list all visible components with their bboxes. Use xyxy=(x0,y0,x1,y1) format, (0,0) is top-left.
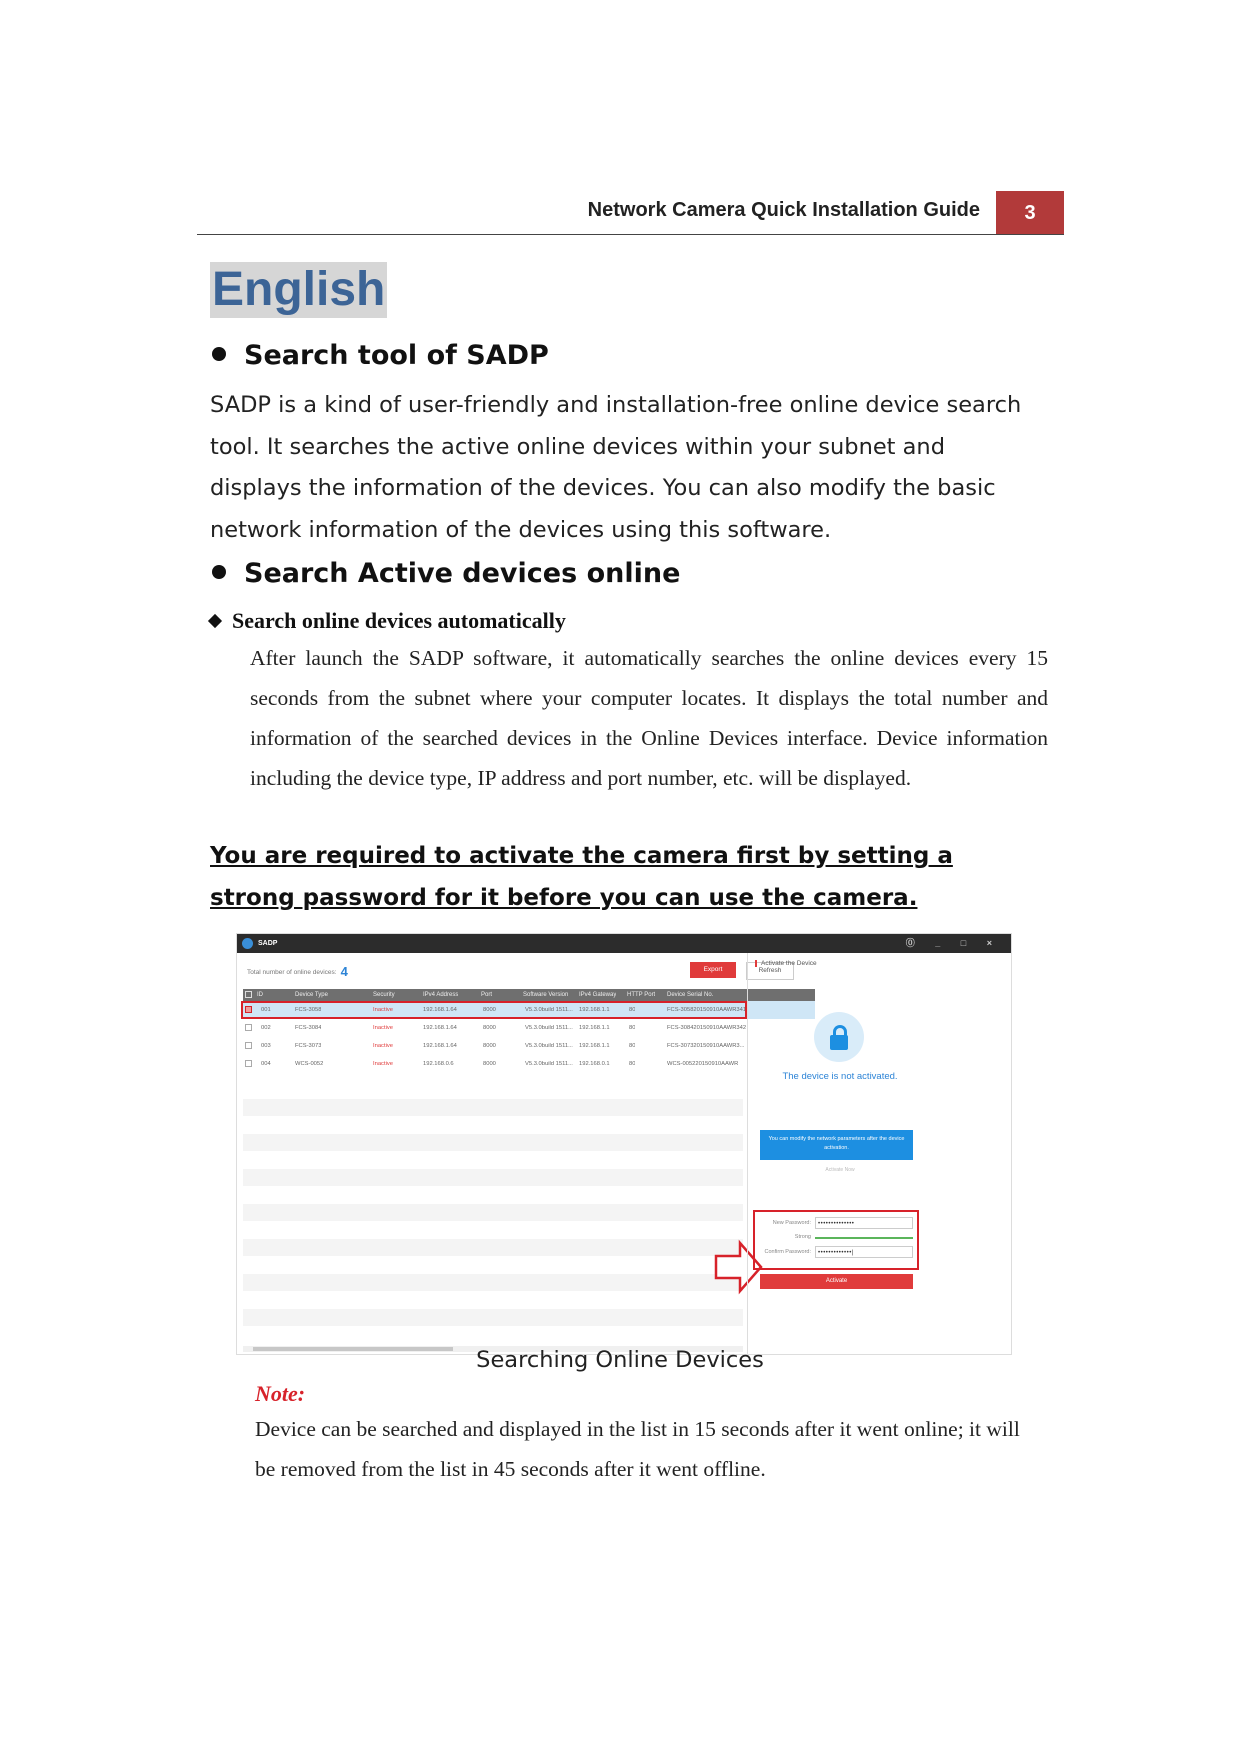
diamond-bullet-icon xyxy=(208,614,222,628)
total-devices-count: 4 xyxy=(340,964,348,979)
row-security: Inactive xyxy=(373,1043,393,1049)
panel-divider xyxy=(747,953,748,1354)
activate-button[interactable]: Activate xyxy=(760,1274,913,1289)
password-strength-bar xyxy=(815,1237,913,1239)
row-port: 8000 xyxy=(483,1025,496,1031)
row-version: V5.3.0build 1511... xyxy=(525,1043,573,1049)
table-row[interactable] xyxy=(243,1037,815,1055)
new-password-input[interactable]: •••••••••••••• xyxy=(815,1217,913,1229)
row-serial: FCS-307320150910AAWR3... xyxy=(667,1043,745,1049)
row-port: 8000 xyxy=(483,1061,496,1067)
sadp-logo-icon xyxy=(242,938,253,949)
activate-panel-title: Activate the Device xyxy=(755,960,817,967)
row-gateway: 192.168.0.1 xyxy=(579,1061,610,1067)
subheading-auto-search-text: Search online devices automatically xyxy=(232,608,566,633)
sadp-app-name: SADP xyxy=(258,940,278,947)
row-gateway: 192.168.1.1 xyxy=(579,1007,610,1013)
row-security: Inactive xyxy=(373,1025,393,1031)
row-id: 003 xyxy=(261,1043,271,1049)
row-ip: 192.168.0.6 xyxy=(423,1061,454,1067)
total-devices xyxy=(247,962,348,977)
total-devices-label: Total number of online devices: xyxy=(247,969,337,976)
row-id: 004 xyxy=(261,1061,271,1067)
empty-row xyxy=(243,1099,743,1116)
figure-caption: Searching Online Devices xyxy=(476,1347,764,1373)
sadp-description: SADP is a kind of user-friendly and installation-free online device search tool. It searches the active online devices within your subnet and displays the information of the devices. You can also modify the basic network information of the devices using this software. xyxy=(210,392,1022,543)
row-device-type: FCS-3084 xyxy=(295,1025,322,1031)
row-checkbox[interactable] xyxy=(245,1042,252,1049)
col-software-version[interactable]: Software Version xyxy=(523,992,569,998)
lock-icon xyxy=(814,1012,864,1062)
auto-search-description: After launch the SADP software, it automatically searches the online devices every 15 seconds from the subnet where your computer locates. It displays the total number and information of the searched devices in the Online Devices interface. Device information including the device type, IP address and port number, etc. will be displayed. xyxy=(250,646,1048,790)
row-security: Inactive xyxy=(373,1061,393,1067)
empty-row xyxy=(243,1309,743,1326)
activation-tooltip-sub: Activate Now xyxy=(825,1167,855,1173)
document-header-title: Network Camera Quick Installation Guide xyxy=(587,199,980,221)
row-device-type: WCS-0052 xyxy=(295,1061,324,1067)
section-heading-sadp-text: Search tool of SADP xyxy=(244,340,549,371)
sadp-titlebar xyxy=(237,934,1011,953)
col-ipv4-gateway[interactable]: IPv4 Gateway xyxy=(579,992,617,998)
row-version: V5.3.0build 1511... xyxy=(525,1061,573,1067)
sadp-screenshot xyxy=(236,933,1012,1355)
table-row[interactable] xyxy=(243,1055,815,1073)
empty-row xyxy=(243,1169,743,1186)
activation-tooltip: You can modify the network parameters after the device activation. xyxy=(760,1130,913,1160)
col-http-port[interactable]: HTTP Port xyxy=(627,992,656,998)
section-heading-search-active-text: Search Active devices online xyxy=(244,558,681,589)
select-all-checkbox[interactable] xyxy=(245,991,252,998)
row-port: 8000 xyxy=(483,1043,496,1049)
row-device-type: FCS-3073 xyxy=(295,1043,322,1049)
col-security[interactable]: Security xyxy=(373,992,395,998)
selected-row-highlight xyxy=(241,1001,747,1019)
row-serial: WCS-005220150910AAWR xyxy=(667,1061,739,1067)
bullet-icon xyxy=(212,565,226,579)
row-ip: 192.168.1.64 xyxy=(423,1007,457,1013)
row-checkbox[interactable] xyxy=(245,1060,252,1067)
refresh-button[interactable]: Refresh xyxy=(746,962,794,980)
page-number-badge: 3 xyxy=(996,191,1064,235)
col-ipv4-address[interactable]: IPv4 Address xyxy=(423,992,459,998)
row-id: 002 xyxy=(261,1025,271,1031)
empty-row xyxy=(243,1204,743,1221)
row-id: 001 xyxy=(261,1007,271,1013)
window-controls[interactable]: ⓪ _ □ × xyxy=(905,938,1001,948)
empty-row xyxy=(243,1274,743,1291)
not-activated-message: The device is not activated. xyxy=(782,1071,898,1082)
confirm-password-input[interactable]: •••••••••••••| xyxy=(815,1246,913,1258)
row-http-port: 80 xyxy=(629,1007,636,1013)
activation-warning: You are required to activate the camera first by setting a strong password for it before you can use the camera. xyxy=(210,843,953,911)
device-table-header xyxy=(243,989,815,1001)
language-heading: English xyxy=(212,263,386,316)
row-ip: 192.168.1.64 xyxy=(423,1043,457,1049)
row-serial: FCS-305820150910AAWR341 xyxy=(667,1007,747,1013)
col-serial[interactable]: Device Serial No. xyxy=(667,992,714,998)
row-device-type: FCS-3058 xyxy=(295,1007,322,1013)
table-row[interactable] xyxy=(243,1019,815,1037)
password-form xyxy=(753,1210,919,1270)
export-button[interactable]: Export xyxy=(690,962,736,978)
row-serial: FCS-308420150910AAWR342 xyxy=(667,1025,747,1031)
col-device-type[interactable]: Device Type xyxy=(295,992,328,998)
col-port[interactable]: Port xyxy=(481,992,493,998)
col-id[interactable]: ID xyxy=(257,992,263,998)
row-http-port: 80 xyxy=(629,1025,636,1031)
row-ip: 192.168.1.64 xyxy=(423,1025,457,1031)
row-version: V5.3.0build 1511... xyxy=(525,1025,573,1031)
row-gateway: 192.168.1.1 xyxy=(579,1043,610,1049)
password-strength-label: Strong xyxy=(794,1234,811,1240)
row-http-port: 80 xyxy=(629,1043,636,1049)
subheading-auto-search xyxy=(210,608,566,634)
section-heading-sadp xyxy=(212,340,549,371)
empty-row xyxy=(243,1239,743,1256)
note-label: Note: xyxy=(255,1381,306,1406)
row-checkbox[interactable] xyxy=(245,1024,252,1031)
header-divider xyxy=(197,234,1064,235)
confirm-password-label: Confirm Password: xyxy=(764,1249,811,1255)
row-version: V5.3.0build 1511... xyxy=(525,1007,573,1013)
row-security: Inactive xyxy=(373,1007,393,1013)
new-password-label: New Password: xyxy=(772,1220,811,1226)
section-heading-search-active xyxy=(212,558,680,589)
empty-row xyxy=(243,1134,743,1151)
note-body: Device can be searched and displayed in the list in 15 seconds after it went online; it will be removed from the list in 45 seconds after it went offline. xyxy=(255,1417,1020,1481)
row-http-port: 80 xyxy=(629,1061,636,1067)
bullet-icon xyxy=(212,347,226,361)
row-gateway: 192.168.1.1 xyxy=(579,1025,610,1031)
row-port: 8000 xyxy=(483,1007,496,1013)
